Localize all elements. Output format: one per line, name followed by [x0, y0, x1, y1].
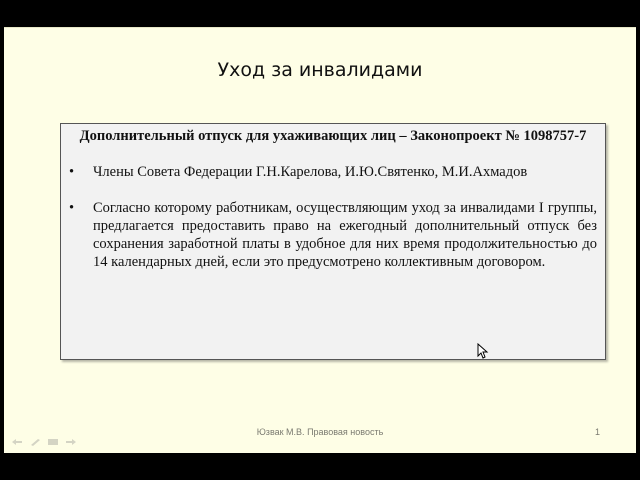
slides-menu-icon[interactable]: [46, 437, 60, 447]
prev-arrow-icon[interactable]: [10, 437, 24, 447]
page-number: 1: [594, 427, 600, 437]
pen-icon[interactable]: [28, 437, 42, 447]
bullet-text: Члены Совета Федерации Г.Н.Карелова, И.Ю.Святенко, М.И.Ахмадов: [93, 164, 528, 180]
mouse-cursor-icon: [477, 343, 489, 359]
box-heading: Дополнительный отпуск для ухаживающих лиц – Законопроект № 1098757-7: [79, 128, 587, 144]
content-box: [60, 123, 606, 360]
bullet-symbol: •: [69, 164, 75, 180]
slideshow-nav: [10, 437, 78, 447]
slide: [4, 27, 636, 453]
footer-text: Юзвак М.В. Правовая новость: [256, 427, 384, 437]
slide-title: Уход за инвалидами: [217, 59, 423, 81]
next-arrow-icon[interactable]: [64, 437, 78, 447]
bullet-text: Согласно которому работникам, осуществляющим уход за инвалидами I группы, предлагается предоставить право на ежегодный дополнительный отпуск без сохранения заработной платы в удобное для них время продолжительностью до 14 календарных дней, если это предусмотрено коллективным договором.: [93, 200, 597, 270]
bullet-item: [69, 163, 597, 181]
bullet-item: [69, 199, 597, 271]
bullet-symbol: •: [69, 200, 75, 216]
